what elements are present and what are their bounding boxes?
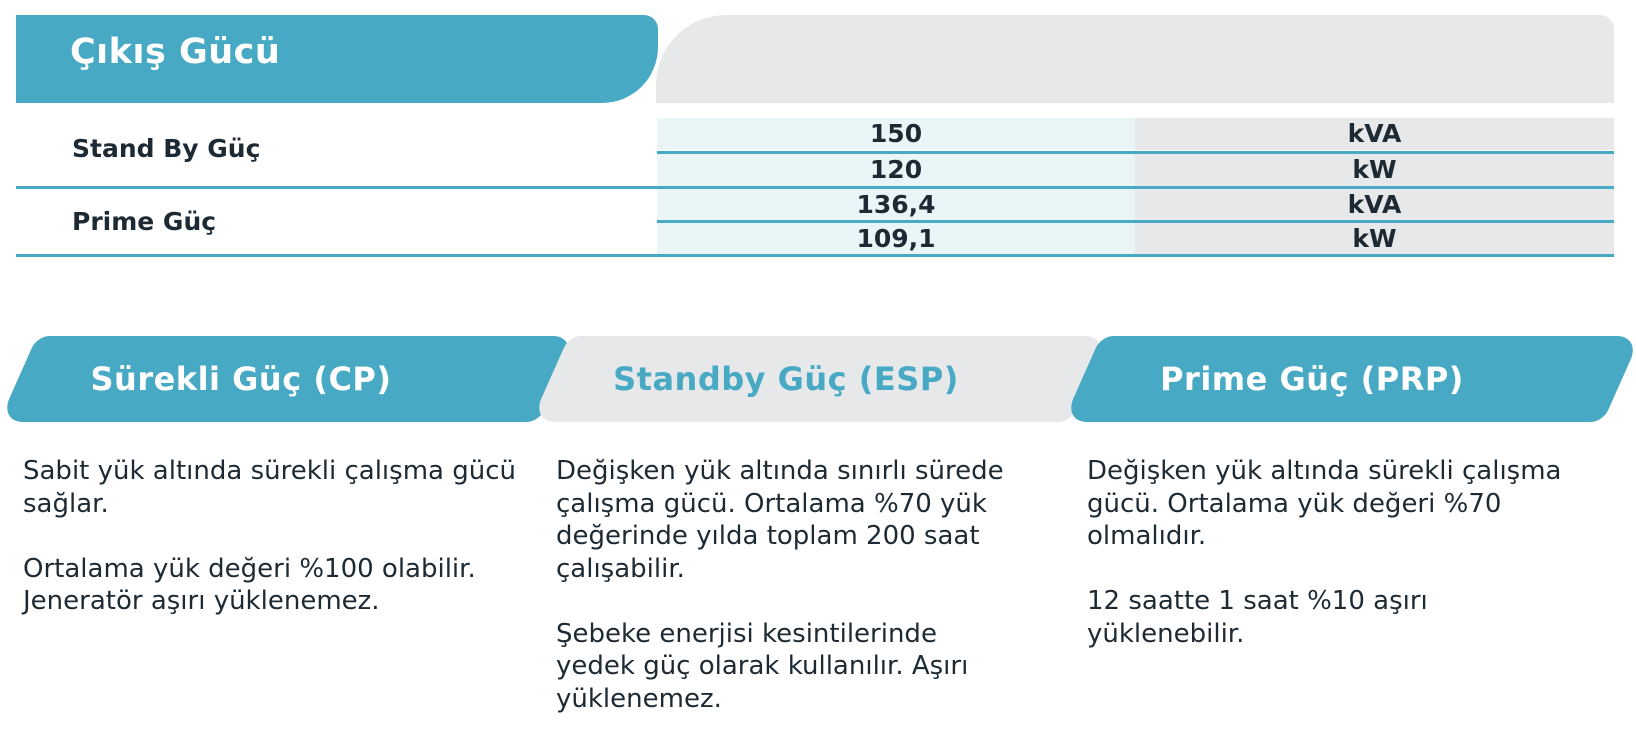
description-prime <box>1087 455 1607 683</box>
unit-cell: kW <box>1135 154 1614 186</box>
description-paragraph: Sabit yük altında sürekli çalışma gücü sağlar. <box>23 456 516 519</box>
unit-cell: kVA <box>1135 189 1614 221</box>
value-cell: 136,4 <box>657 189 1135 221</box>
group-divider <box>16 254 1614 257</box>
header-gray-panel <box>656 15 1614 103</box>
description-continuous <box>23 455 523 650</box>
row-label-standby: Stand By Güç <box>72 134 261 163</box>
value-cell: 150 <box>657 118 1135 150</box>
tab-title-continuous: Sürekli Güç (CP) <box>90 360 392 398</box>
description-paragraph: Değişken yük altında sürekli çalışma gücü. Ortalama yük değeri %70 olmalıdır. <box>1087 456 1562 551</box>
description-paragraph: Ortalama yük değeri %100 olabilir. Jeneratör aşırı yüklenemez. <box>23 553 476 616</box>
row-label-prime: Prime Güç <box>72 207 217 236</box>
unit-cell: kVA <box>1135 118 1614 150</box>
description-paragraph: Değişken yük altında sınırlı sürede çalışma gücü. Ortalama %70 yük değerinde yılda toplam 200 saat çalışabilir. <box>556 456 1004 584</box>
description-paragraph: 12 saatte 1 saat %10 aşırı yüklenebilir. <box>1087 586 1428 649</box>
unit-cell: kW <box>1135 223 1614 255</box>
description-standby <box>556 455 1031 748</box>
output-power-title: Çıkış Gücü <box>70 32 281 72</box>
tab-title-prime: Prime Güç (PRP) <box>1160 360 1464 398</box>
tab-title-standby: Standby Güç (ESP) <box>613 360 959 398</box>
description-paragraph: Şebeke enerjisi kesintilerinde yedek güç olarak kullanılır. Aşırı yüklenemez. <box>556 618 969 714</box>
value-cell: 109,1 <box>657 223 1135 255</box>
value-cell: 120 <box>657 154 1135 186</box>
